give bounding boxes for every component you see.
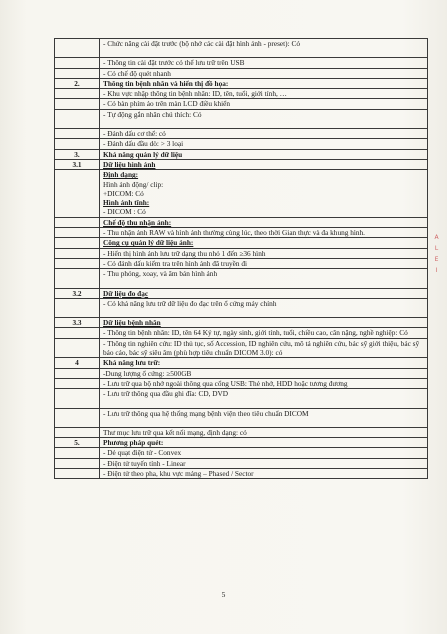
table-row	[55, 58, 428, 68]
table-row	[55, 89, 428, 99]
content-cell	[100, 39, 428, 58]
section-number-cell	[55, 170, 100, 217]
table-row	[55, 368, 428, 378]
section-number-cell	[55, 228, 100, 238]
content-text: Chế độ thu nhận ảnh:	[103, 217, 172, 227]
table-row	[55, 298, 428, 317]
section-number-cell: 3.	[55, 149, 100, 159]
section-number-cell	[55, 139, 100, 149]
section-number-cell	[55, 378, 100, 388]
content-cell	[100, 109, 428, 128]
content-cell	[100, 408, 428, 427]
specification-table-body	[55, 39, 428, 479]
specification-table	[54, 38, 428, 479]
content-cell	[100, 139, 428, 149]
content-cell	[100, 258, 428, 268]
table-row	[55, 448, 428, 458]
section-number-cell	[55, 68, 100, 78]
section-number-cell: 2.	[55, 78, 100, 88]
table-row	[55, 358, 428, 368]
section-number-cell	[55, 468, 100, 478]
table-row	[55, 139, 428, 149]
content-text: - Có chế độ quét nhanh	[103, 68, 171, 78]
content-text: - Có đánh dấu kiểm tra trên hình ảnh đã truyền đi	[103, 258, 248, 268]
table-row	[55, 129, 428, 139]
section-number-cell: 3.3	[55, 318, 100, 328]
section-number-cell	[55, 298, 100, 317]
table-row	[55, 438, 428, 448]
content-text: - Tự động gắn nhãn chú thích: Có	[103, 109, 202, 119]
content-text: - Dẻ quạt điện tử - Convex	[103, 448, 182, 458]
section-number-cell	[55, 89, 100, 99]
content-cell	[100, 298, 428, 317]
content-cell	[100, 389, 428, 408]
content-text: - Có bàn phím ảo trên màn LCD điều khiển	[103, 99, 231, 109]
section-number-cell	[55, 58, 100, 68]
section-number-cell	[55, 99, 100, 109]
content-text: Dữ liệu hình ảnh	[103, 159, 156, 169]
content-text: Khả năng quản lý dữ liệu	[103, 149, 183, 159]
content-text: - Điện tử theo pha, khu vực mảng – Phased / Sector	[103, 468, 254, 478]
content-text: - Lưu trữ thông qua hệ thống mạng bệnh viện theo tiêu chuẩn DICOM	[103, 408, 309, 418]
table-row	[55, 389, 428, 408]
table-row	[55, 269, 428, 288]
content-cell	[100, 248, 428, 258]
section-number-cell	[55, 427, 100, 437]
table-row	[55, 159, 428, 169]
content-cell	[100, 338, 428, 358]
table-row	[55, 378, 428, 388]
content-text: - Lưu trữ thông qua đầu ghi đĩa: CD, DVD	[103, 389, 229, 399]
content-text: - Thu phóng, xoay, và âm bản hình ảnh	[103, 269, 218, 279]
blank-spacer	[103, 48, 424, 57]
content-cell	[100, 448, 428, 458]
content-text: - Lưu trữ qua bộ nhớ ngoài thông qua cổng USB: Thẻ nhớ, HDD hoặc tương đương	[103, 378, 348, 388]
content-text: Khả năng lưu trữ:	[103, 358, 161, 368]
content-text: - Khu vực nhập thông tin bệnh nhân: ID, tên, tuổi, giới tính, …	[103, 89, 287, 99]
content-text: - Có khả năng lưu trữ dữ liệu đo đạc trên ổ cứng máy chính	[103, 298, 277, 308]
blank-spacer	[103, 418, 424, 427]
content-text: - Hiển thị hình ảnh lưu trữ dạng thu nhỏ 1 đến ≥36 hình	[103, 248, 266, 258]
content-cell	[100, 238, 428, 248]
section-number-cell	[55, 129, 100, 139]
content-text: Dữ liệu đo đạc	[103, 288, 149, 298]
section-number-cell	[55, 39, 100, 58]
content-text: Phương pháp quét:	[103, 438, 164, 448]
content-text: - Đánh dấu đầu dò: > 3 loại	[103, 139, 184, 149]
content-cell	[100, 427, 428, 437]
section-number-cell	[55, 448, 100, 458]
section-number-cell: 4	[55, 358, 100, 368]
stamp-glyph: I	[435, 267, 438, 274]
table-row	[55, 68, 428, 78]
section-number-cell	[55, 328, 100, 338]
content-cell	[100, 159, 428, 169]
table-row	[55, 408, 428, 427]
table-row	[55, 288, 428, 298]
section-number-cell	[55, 248, 100, 258]
content-line: Hình ảnh tĩnh:	[103, 198, 150, 208]
content-line: Định dạng:	[103, 170, 139, 180]
table-row	[55, 109, 428, 128]
content-text: - Đánh dấu cơ thể: có	[103, 129, 166, 139]
content-text: Thư mục lưu trữ qua kết nối mạng, định dạng: có	[103, 427, 247, 437]
content-line: +DICOM: Có	[103, 188, 144, 198]
content-cell	[100, 170, 428, 217]
content-cell	[100, 228, 428, 238]
table-row	[55, 248, 428, 258]
table-row	[55, 328, 428, 338]
table-row	[55, 238, 428, 248]
section-number-cell	[55, 258, 100, 268]
content-cell	[100, 58, 428, 68]
content-text: - Chức năng cài đặt trước (bộ nhớ các cài đặt hình ảnh - preset): Có	[103, 39, 300, 48]
stamp-glyph: A	[434, 234, 439, 241]
table-row	[55, 149, 428, 159]
table-row	[55, 217, 428, 227]
stamp-glyph: E	[434, 256, 439, 263]
blank-spacer	[103, 399, 424, 408]
section-number-cell: 3.2	[55, 288, 100, 298]
content-cell	[100, 378, 428, 388]
content-line: Hình ảnh động/ clip:	[103, 179, 164, 189]
table-row	[55, 318, 428, 328]
content-line: - DICOM : Có	[103, 207, 146, 217]
content-text: - Thông tin bệnh nhân: ID, tên 64 Ký tự, ngày sinh, giới tính, tuổi, chiều cao, cân nặng, nghề nghiệp: Có	[103, 328, 408, 338]
section-number-cell	[55, 338, 100, 358]
table-row	[55, 427, 428, 437]
section-number-cell	[55, 458, 100, 468]
content-text: Thông tin bệnh nhân và hiển thị đồ họa:	[103, 78, 229, 88]
table-row	[55, 170, 428, 217]
content-text: -Dung lượng ổ cứng: ≥500GB	[103, 368, 192, 378]
table-row	[55, 458, 428, 468]
section-number-cell: 3.1	[55, 159, 100, 169]
content-cell	[100, 149, 428, 159]
content-cell	[100, 318, 428, 328]
content-text: - Thông tin cài đặt trước có thể lưu trữ trên USB	[103, 58, 245, 68]
content-cell	[100, 78, 428, 88]
content-cell	[100, 217, 428, 227]
section-number-cell	[55, 389, 100, 408]
table-row	[55, 99, 428, 109]
blank-spacer	[103, 279, 424, 288]
content-text: Công cụ quản lý dữ liệu ảnh:	[103, 238, 194, 248]
section-number-cell	[55, 217, 100, 227]
content-cell	[100, 99, 428, 109]
content-cell	[100, 68, 428, 78]
content-cell	[100, 468, 428, 478]
page-number: 5	[221, 590, 226, 599]
content-text: - Thông tin nghiên cứu: ID thủ tục, số Accession, ID nghiên cứu, mô tả nghiên cứu, bác sỹ giới thiệu, bác sỹ báo cáo, bác sỹ siêu âm (phù hợp tiêu chuẩn DICOM 3.0): có	[103, 338, 420, 358]
content-text: - Điện tử tuyến tính - Linear	[103, 458, 186, 468]
table-row	[55, 78, 428, 88]
margin-stamp	[432, 232, 441, 302]
blank-spacer	[103, 308, 424, 317]
content-cell	[100, 89, 428, 99]
content-cell	[100, 368, 428, 378]
content-cell	[100, 269, 428, 288]
stamp-glyph: L	[434, 245, 439, 252]
section-number-cell	[55, 408, 100, 427]
section-number-cell	[55, 269, 100, 288]
section-number-cell: 5.	[55, 438, 100, 448]
section-number-cell	[55, 238, 100, 248]
table-row	[55, 258, 428, 268]
blank-spacer	[103, 119, 424, 128]
table-row	[55, 228, 428, 238]
content-cell	[100, 438, 428, 448]
content-text: Dữ liệu bệnh nhân	[103, 318, 161, 328]
content-cell	[100, 328, 428, 338]
table-row	[55, 338, 428, 358]
table-row	[55, 468, 428, 478]
content-cell	[100, 288, 428, 298]
table-row	[55, 39, 428, 58]
content-text: - Thu nhận ảnh RAW và hình ảnh thường cùng lúc, theo thời Gian thực và đa khung hình.	[103, 228, 366, 238]
content-cell	[100, 129, 428, 139]
content-cell	[100, 458, 428, 468]
section-number-cell	[55, 368, 100, 378]
content-cell	[100, 358, 428, 368]
section-number-cell	[55, 109, 100, 128]
